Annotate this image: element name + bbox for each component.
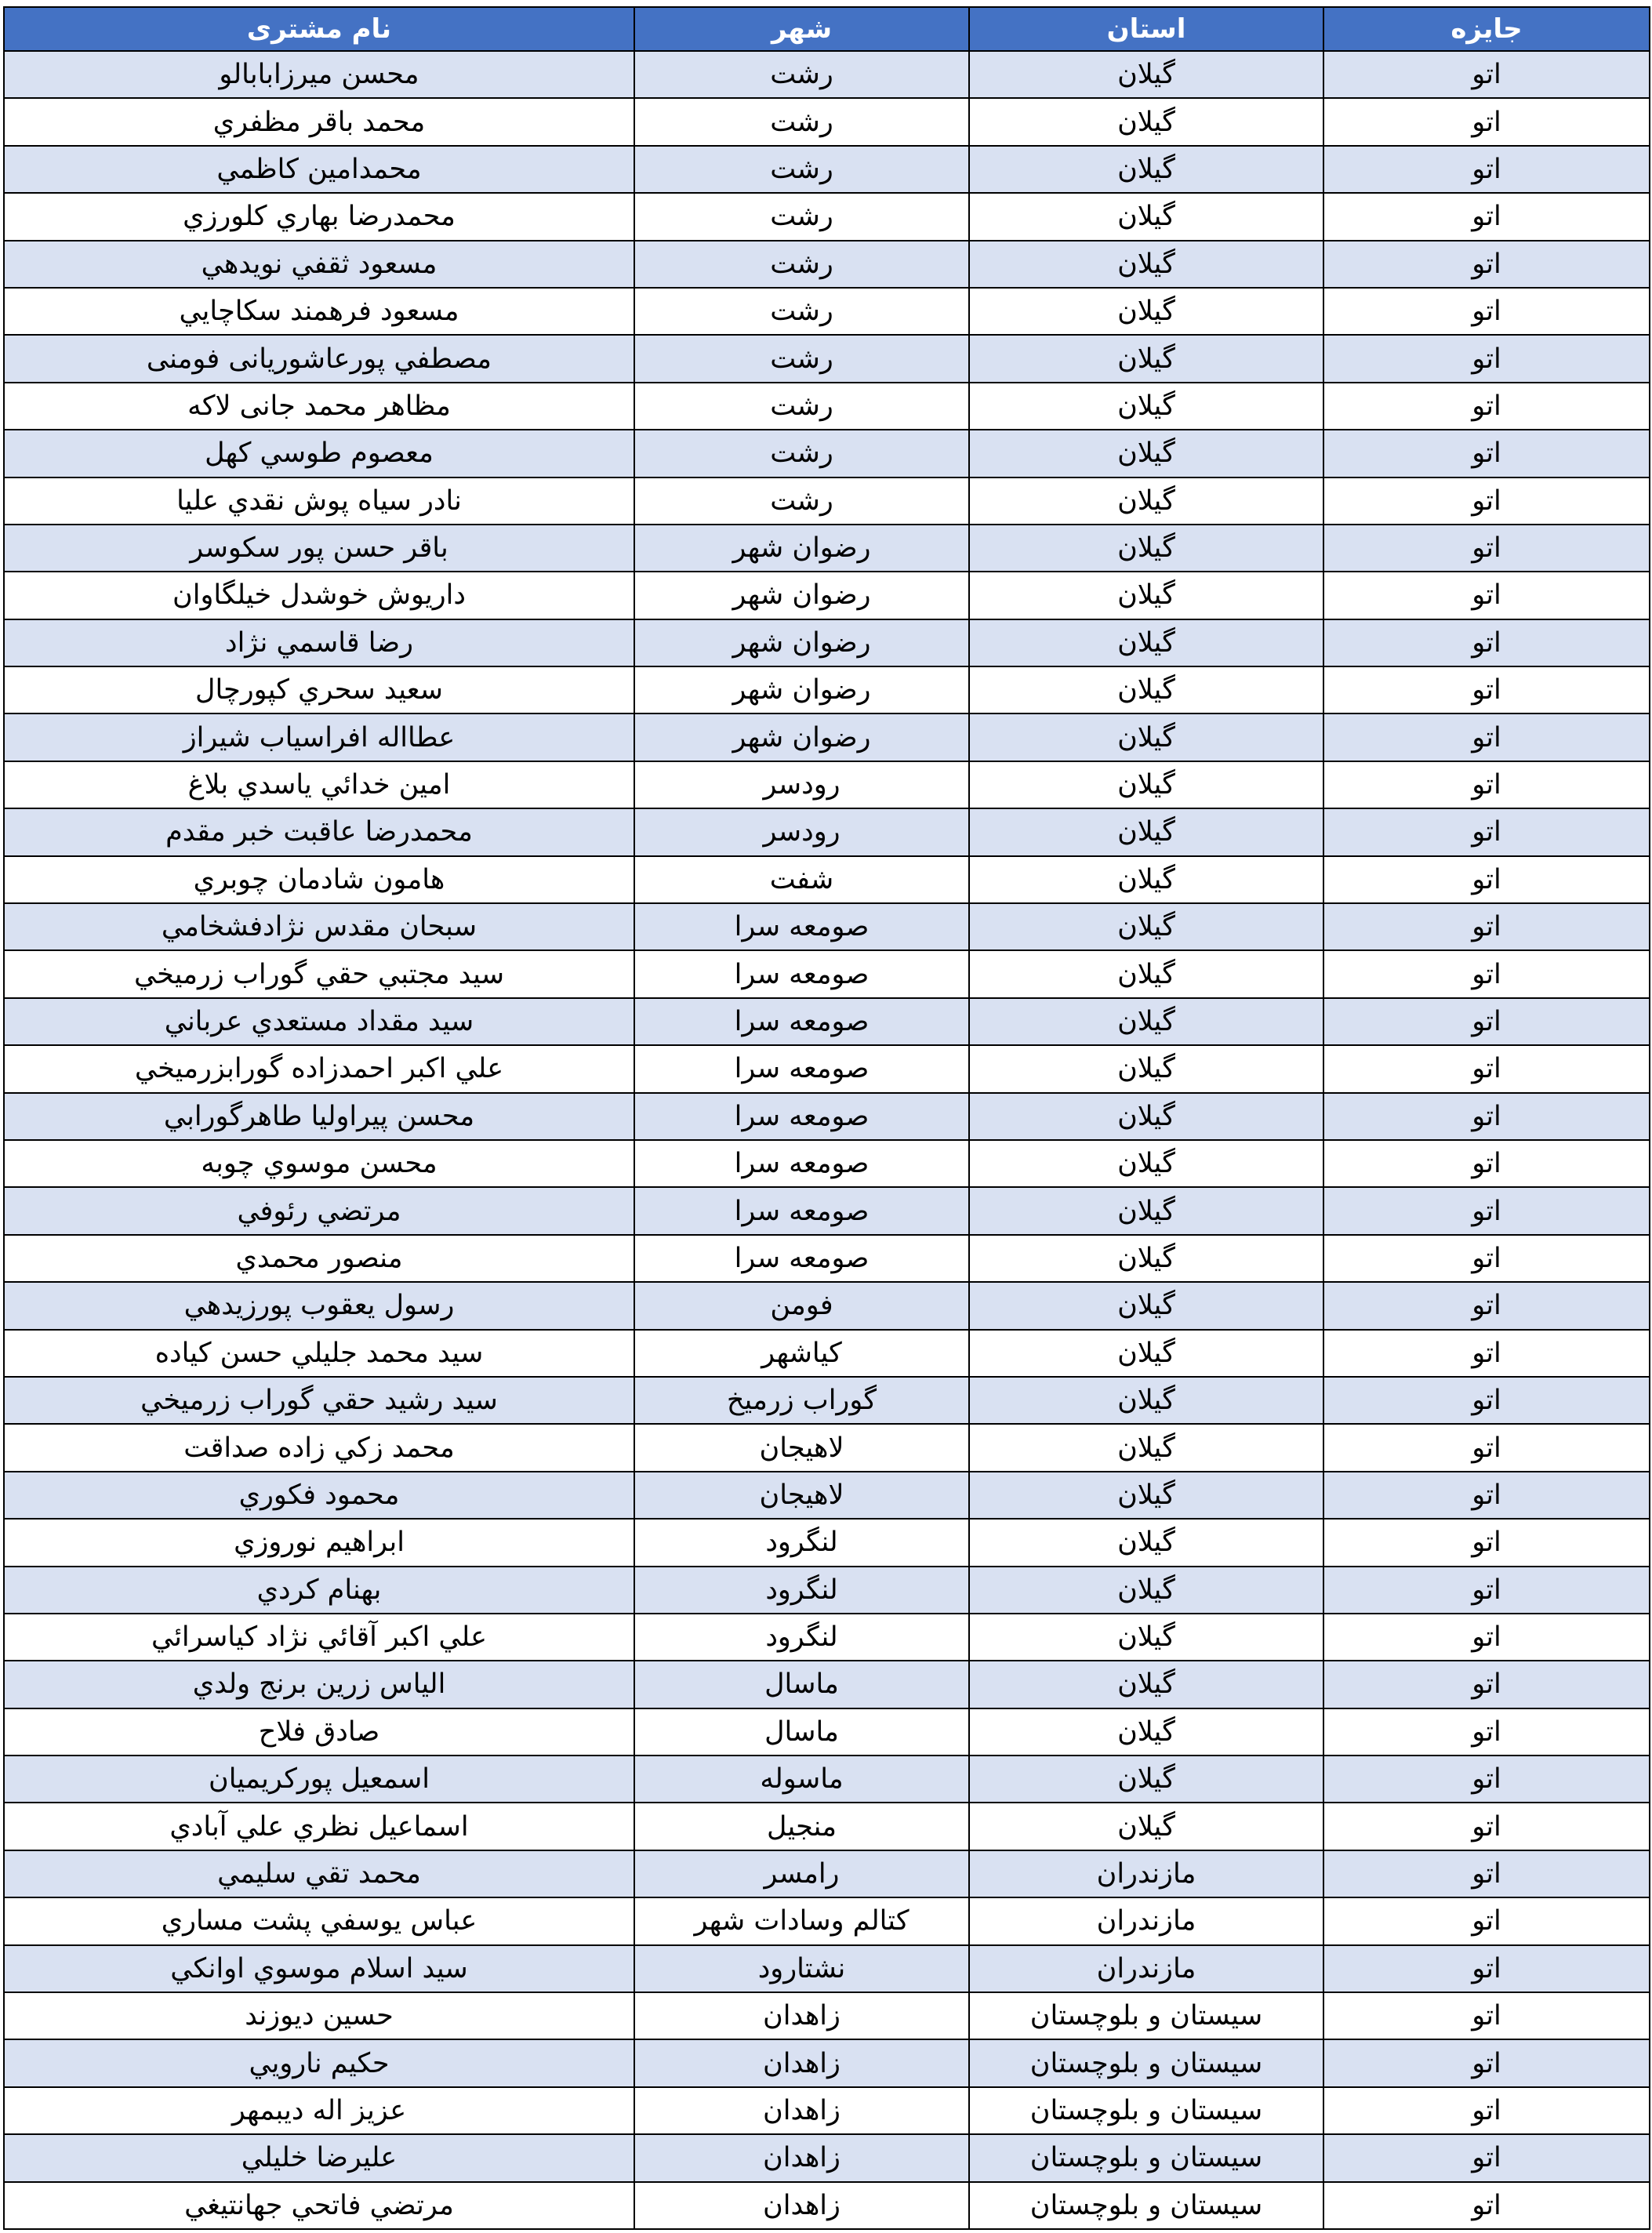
cell-prize[interactable]: اتو [1323, 146, 1650, 193]
cell-province[interactable]: گيلان [969, 1614, 1323, 1661]
table-row [4, 1472, 1650, 1519]
cell-city[interactable]: لاهيجان [634, 1472, 969, 1519]
prize-winners-sheet [3, 6, 1649, 2230]
cell-city[interactable]: لنگرود [634, 1519, 969, 1566]
cell-prize[interactable]: اتو [1323, 1708, 1650, 1756]
cell-province[interactable]: گيلان [969, 477, 1323, 525]
cell-city[interactable]: رشت [634, 98, 969, 145]
table-row [4, 2182, 1650, 2229]
cell-customer-name[interactable]: محمد زكي زاده صداقت [4, 1424, 634, 1471]
cell-customer-name[interactable]: محسن ميرزابابالو [4, 51, 634, 98]
cell-customer-name[interactable]: معصوم طوسي كهل [4, 430, 634, 477]
table-row [4, 1424, 1650, 1471]
table-row [4, 1661, 1650, 1708]
cell-customer-name[interactable]: باقر حسن پور سكوسر [4, 525, 634, 572]
cell-prize[interactable]: اتو [1323, 1992, 1650, 2039]
cell-customer-name[interactable]: علي اكبر احمدزاده گورابزرميخي [4, 1045, 634, 1092]
cell-city[interactable]: صومعه سرا [634, 1093, 969, 1140]
table-row [4, 1945, 1650, 1992]
cell-prize[interactable]: اتو [1323, 1850, 1650, 1897]
cell-customer-name[interactable]: سيد محمد جليلي حسن كياده [4, 1330, 634, 1377]
cell-customer-name[interactable]: رسول يعقوب پورزيدهي [4, 1282, 634, 1329]
header-customer-name[interactable]: نام مشتری [4, 7, 634, 51]
cell-customer-name[interactable]: اسمعيل پوركريميان [4, 1756, 634, 1803]
cell-city[interactable]: نشتارود [634, 1945, 969, 1992]
cell-customer-name[interactable]: سيد مقداد مستعدي عرباني [4, 998, 634, 1045]
table-row [4, 1519, 1650, 1566]
cell-prize[interactable]: اتو [1323, 2087, 1650, 2134]
cell-city[interactable]: منجيل [634, 1803, 969, 1850]
cell-prize[interactable]: اتو [1323, 856, 1650, 903]
cell-province[interactable]: گيلان [969, 998, 1323, 1045]
cell-customer-name[interactable]: منصور محمدي [4, 1235, 634, 1282]
cell-province[interactable]: گيلان [969, 1472, 1323, 1519]
cell-customer-name[interactable]: محمود فكوري [4, 1472, 634, 1519]
table-row [4, 1235, 1650, 1282]
cell-city[interactable]: صومعه سرا [634, 998, 969, 1045]
cell-customer-name[interactable]: مرتضي فاتحي جهانتيغي [4, 2182, 634, 2229]
cell-prize[interactable]: اتو [1323, 1472, 1650, 1519]
cell-province[interactable]: گيلان [969, 1235, 1323, 1282]
cell-customer-name[interactable]: عليرضا خليلي [4, 2134, 634, 2181]
cell-customer-name[interactable]: سيد رشيد حقي گوراب زرميخي [4, 1377, 634, 1424]
table-row [4, 2134, 1650, 2181]
table-row [4, 1567, 1650, 1614]
cell-city[interactable]: رشت [634, 146, 969, 193]
table-row [4, 1377, 1650, 1424]
cell-prize[interactable]: اتو [1323, 430, 1650, 477]
cell-customer-name[interactable]: الياس زرين برنج ولدي [4, 1661, 634, 1708]
cell-prize[interactable]: اتو [1323, 51, 1650, 98]
cell-city[interactable]: ماسال [634, 1661, 969, 1708]
table-row [4, 1708, 1650, 1756]
cell-prize[interactable]: اتو [1323, 619, 1650, 666]
table-body [4, 51, 1650, 2229]
cell-province[interactable]: گيلان [969, 51, 1323, 98]
cell-customer-name[interactable]: عزيز اله ديبمهر [4, 2087, 634, 2134]
cell-city[interactable]: كتالم وسادات شهر [634, 1897, 969, 1944]
cell-prize[interactable]: اتو [1323, 525, 1650, 572]
cell-customer-name[interactable]: عطااله افراسياب شيراز [4, 713, 634, 761]
table-row [4, 477, 1650, 525]
winners-table [3, 6, 1650, 2230]
cell-province[interactable]: گيلان [969, 619, 1323, 666]
cell-province[interactable]: سيستان و بلوچستان [969, 2087, 1323, 2134]
cell-city[interactable]: رضوان شهر [634, 666, 969, 713]
table-row [4, 2087, 1650, 2134]
cell-customer-name[interactable]: مصطفي پورعاشوريانى فومنى [4, 335, 634, 382]
header-prize[interactable]: جایزه [1323, 7, 1650, 51]
cell-prize[interactable]: اتو [1323, 1045, 1650, 1092]
cell-prize[interactable]: اتو [1323, 761, 1650, 808]
cell-customer-name[interactable]: سيد مجتبي حقي گوراب زرميخي [4, 950, 634, 997]
cell-customer-name[interactable]: مسعود فرهمند سكاچايي [4, 288, 634, 335]
cell-city[interactable]: گوراب زرميخ [634, 1377, 969, 1424]
cell-province[interactable]: گيلان [969, 950, 1323, 997]
cell-prize[interactable]: اتو [1323, 1614, 1650, 1661]
cell-customer-name[interactable]: مرتضي رئوفي [4, 1187, 634, 1234]
cell-prize[interactable]: اتو [1323, 288, 1650, 335]
cell-city[interactable]: صومعه سرا [634, 1235, 969, 1282]
table-row [4, 335, 1650, 382]
cell-prize[interactable]: اتو [1323, 477, 1650, 525]
cell-prize[interactable]: اتو [1323, 903, 1650, 950]
cell-city[interactable]: رضوان شهر [634, 619, 969, 666]
table-row [4, 1897, 1650, 1944]
cell-city[interactable]: رشت [634, 51, 969, 98]
cell-prize[interactable]: اتو [1323, 1519, 1650, 1566]
cell-prize[interactable]: اتو [1323, 1756, 1650, 1803]
table-row [4, 193, 1650, 240]
cell-customer-name[interactable]: امين خدائي ياسدي بلاغ [4, 761, 634, 808]
table-row [4, 1850, 1650, 1897]
cell-city[interactable]: رشت [634, 477, 969, 525]
table-row [4, 1992, 1650, 2039]
cell-prize[interactable]: اتو [1323, 1803, 1650, 1850]
cell-province[interactable]: گيلان [969, 1187, 1323, 1234]
cell-prize[interactable]: اتو [1323, 1424, 1650, 1471]
table-row [4, 808, 1650, 855]
cell-province[interactable]: گيلان [969, 1708, 1323, 1756]
cell-province[interactable]: گيلان [969, 1377, 1323, 1424]
cell-prize[interactable]: اتو [1323, 2182, 1650, 2229]
table-row [4, 241, 1650, 288]
cell-customer-name[interactable]: حكيم نارويي [4, 2039, 634, 2086]
cell-prize[interactable]: اتو [1323, 241, 1650, 288]
table-row [4, 1282, 1650, 1329]
header-city[interactable]: شهر [634, 7, 969, 51]
cell-prize[interactable]: اتو [1323, 1945, 1650, 1992]
cell-city[interactable]: لنگرود [634, 1567, 969, 1614]
cell-city[interactable]: ماسوله [634, 1756, 969, 1803]
cell-city[interactable]: كياشهر [634, 1330, 969, 1377]
cell-city[interactable]: صومعه سرا [634, 903, 969, 950]
cell-customer-name[interactable]: هامون شادمان چوبري [4, 856, 634, 903]
cell-customer-name[interactable]: صادق فلاح [4, 1708, 634, 1756]
cell-prize[interactable]: اتو [1323, 666, 1650, 713]
table-row [4, 1330, 1650, 1377]
table-row [4, 572, 1650, 619]
cell-city[interactable]: صومعه سرا [634, 1140, 969, 1187]
cell-province[interactable]: گيلان [969, 1567, 1323, 1614]
table-row [4, 666, 1650, 713]
cell-customer-name[interactable]: عباس يوسفي پشت مساري [4, 1897, 634, 1944]
cell-province[interactable]: سيستان و بلوچستان [969, 2039, 1323, 2086]
cell-province[interactable]: گيلان [969, 1803, 1323, 1850]
cell-city[interactable]: رشت [634, 193, 969, 240]
cell-province[interactable]: گيلان [969, 1045, 1323, 1092]
cell-city[interactable]: رشت [634, 383, 969, 430]
cell-city[interactable]: رشت [634, 335, 969, 382]
cell-province[interactable]: گيلان [969, 98, 1323, 145]
table-row [4, 1093, 1650, 1140]
cell-prize[interactable]: اتو [1323, 1661, 1650, 1708]
cell-province[interactable]: گيلان [969, 761, 1323, 808]
cell-province[interactable]: گيلان [969, 241, 1323, 288]
table-row [4, 288, 1650, 335]
cell-prize[interactable]: اتو [1323, 1897, 1650, 1944]
cell-city[interactable]: رضوان شهر [634, 572, 969, 619]
cell-province[interactable]: مازندران [969, 1850, 1323, 1897]
table-row [4, 1140, 1650, 1187]
cell-prize[interactable]: اتو [1323, 1187, 1650, 1234]
cell-city[interactable]: زاهدان [634, 2182, 969, 2229]
cell-customer-name[interactable]: محمدامين كاظمي [4, 146, 634, 193]
cell-province[interactable]: گيلان [969, 1519, 1323, 1566]
cell-prize[interactable]: اتو [1323, 998, 1650, 1045]
cell-province[interactable]: سيستان و بلوچستان [969, 2182, 1323, 2229]
cell-province[interactable]: گيلان [969, 808, 1323, 855]
table-row [4, 1756, 1650, 1803]
table-row [4, 903, 1650, 950]
cell-customer-name[interactable]: ابراهيم نوروزي [4, 1519, 634, 1566]
cell-prize[interactable]: اتو [1323, 1567, 1650, 1614]
cell-prize[interactable]: اتو [1323, 383, 1650, 430]
cell-customer-name[interactable]: اسماعيل نظري علي آبادي [4, 1803, 634, 1850]
cell-customer-name[interactable]: مظاهر محمد جانى لاكه [4, 383, 634, 430]
cell-prize[interactable]: اتو [1323, 808, 1650, 855]
cell-city[interactable]: صومعه سرا [634, 1045, 969, 1092]
cell-city[interactable]: فومن [634, 1282, 969, 1329]
table-row [4, 761, 1650, 808]
cell-city[interactable]: صومعه سرا [634, 950, 969, 997]
cell-province[interactable]: گيلان [969, 903, 1323, 950]
cell-prize[interactable]: اتو [1323, 1235, 1650, 1282]
table-row [4, 1614, 1650, 1661]
cell-city[interactable]: رامسر [634, 1850, 969, 1897]
cell-customer-name[interactable]: مسعود ثقفي نويدهي [4, 241, 634, 288]
table-row [4, 1803, 1650, 1850]
table-row [4, 950, 1650, 997]
cell-prize[interactable]: اتو [1323, 193, 1650, 240]
cell-province[interactable]: گيلان [969, 1424, 1323, 1471]
cell-prize[interactable]: اتو [1323, 2039, 1650, 2086]
cell-customer-name[interactable]: محسن موسوي چوبه [4, 1140, 634, 1187]
table-row [4, 2039, 1650, 2086]
cell-city[interactable]: زاهدان [634, 2134, 969, 2181]
cell-prize[interactable]: اتو [1323, 335, 1650, 382]
cell-customer-name[interactable]: محمد باقر مظفري [4, 98, 634, 145]
cell-customer-name[interactable]: داريوش خوشدل خيلگاوان [4, 572, 634, 619]
cell-customer-name[interactable]: حسين ديوزند [4, 1992, 634, 2039]
table-row [4, 146, 1650, 193]
table-row [4, 713, 1650, 761]
cell-city[interactable]: صومعه سرا [634, 1187, 969, 1234]
cell-province[interactable]: گيلان [969, 572, 1323, 619]
cell-city[interactable]: رضوان شهر [634, 713, 969, 761]
cell-city[interactable]: شفت [634, 856, 969, 903]
table-row [4, 98, 1650, 145]
cell-customer-name[interactable]: محمد تقي سليمي [4, 1850, 634, 1897]
cell-prize[interactable]: اتو [1323, 98, 1650, 145]
cell-province[interactable]: سيستان و بلوچستان [969, 2134, 1323, 2181]
cell-province[interactable]: گيلان [969, 525, 1323, 572]
cell-province[interactable]: مازندران [969, 1945, 1323, 1992]
cell-province[interactable]: گيلان [969, 430, 1323, 477]
cell-city[interactable]: لنگرود [634, 1614, 969, 1661]
cell-customer-name[interactable]: نادر سياه پوش نقدي عليا [4, 477, 634, 525]
cell-city[interactable]: رودسر [634, 808, 969, 855]
cell-city[interactable]: زاهدان [634, 1992, 969, 2039]
cell-prize[interactable]: اتو [1323, 1093, 1650, 1140]
cell-city[interactable]: رضوان شهر [634, 525, 969, 572]
cell-province[interactable]: گيلان [969, 856, 1323, 903]
cell-province[interactable]: گيلان [969, 383, 1323, 430]
table-row [4, 1045, 1650, 1092]
cell-province[interactable]: گيلان [969, 1756, 1323, 1803]
cell-customer-name[interactable]: علي اكبر آقائي نژاد كياسرائي [4, 1614, 634, 1661]
cell-province[interactable]: گيلان [969, 666, 1323, 713]
cell-province[interactable]: مازندران [969, 1897, 1323, 1944]
cell-province[interactable]: گيلان [969, 1140, 1323, 1187]
cell-customer-name[interactable]: محسن پيراوليا طاهرگورابي [4, 1093, 634, 1140]
cell-prize[interactable]: اتو [1323, 1377, 1650, 1424]
cell-province[interactable]: گيلان [969, 335, 1323, 382]
cell-prize[interactable]: اتو [1323, 1282, 1650, 1329]
cell-province[interactable]: گيلان [969, 1282, 1323, 1329]
cell-customer-name[interactable]: محمدرضا بهاري كلورزي [4, 193, 634, 240]
table-row [4, 856, 1650, 903]
table-row [4, 51, 1650, 98]
cell-customer-name[interactable]: سعيد سحري كپورچال [4, 666, 634, 713]
header-province[interactable]: استان [969, 7, 1323, 51]
cell-province[interactable]: سيستان و بلوچستان [969, 1992, 1323, 2039]
cell-city[interactable]: زاهدان [634, 2087, 969, 2134]
cell-customer-name[interactable]: رضا قاسمي نژاد [4, 619, 634, 666]
cell-prize[interactable]: اتو [1323, 950, 1650, 997]
cell-prize[interactable]: اتو [1323, 713, 1650, 761]
cell-province[interactable]: گيلان [969, 713, 1323, 761]
cell-city[interactable]: زاهدان [634, 2039, 969, 2086]
cell-province[interactable]: گيلان [969, 1093, 1323, 1140]
cell-customer-name[interactable]: سبحان مقدس نژادفشخامي [4, 903, 634, 950]
cell-province[interactable]: گيلان [969, 193, 1323, 240]
cell-province[interactable]: گيلان [969, 146, 1323, 193]
table-row [4, 525, 1650, 572]
cell-city[interactable]: لاهيجان [634, 1424, 969, 1471]
cell-province[interactable]: گيلان [969, 1661, 1323, 1708]
cell-prize[interactable]: اتو [1323, 1330, 1650, 1377]
table-row [4, 1187, 1650, 1234]
cell-customer-name[interactable]: محمدرضا عاقبت خبر مقدم [4, 808, 634, 855]
cell-prize[interactable]: اتو [1323, 1140, 1650, 1187]
cell-city[interactable]: ماسال [634, 1708, 969, 1756]
table-row [4, 383, 1650, 430]
table-row [4, 619, 1650, 666]
cell-province[interactable]: گيلان [969, 1330, 1323, 1377]
cell-city[interactable]: رشت [634, 288, 969, 335]
cell-customer-name[interactable]: بهنام كردي [4, 1567, 634, 1614]
table-row [4, 430, 1650, 477]
table-row [4, 998, 1650, 1045]
cell-customer-name[interactable]: سيد اسلام موسوي اوانكي [4, 1945, 634, 1992]
cell-city[interactable]: رودسر [634, 761, 969, 808]
cell-city[interactable]: رشت [634, 241, 969, 288]
cell-prize[interactable]: اتو [1323, 572, 1650, 619]
cell-city[interactable]: رشت [634, 430, 969, 477]
cell-province[interactable]: گيلان [969, 288, 1323, 335]
header-row [4, 7, 1650, 51]
cell-prize[interactable]: اتو [1323, 2134, 1650, 2181]
